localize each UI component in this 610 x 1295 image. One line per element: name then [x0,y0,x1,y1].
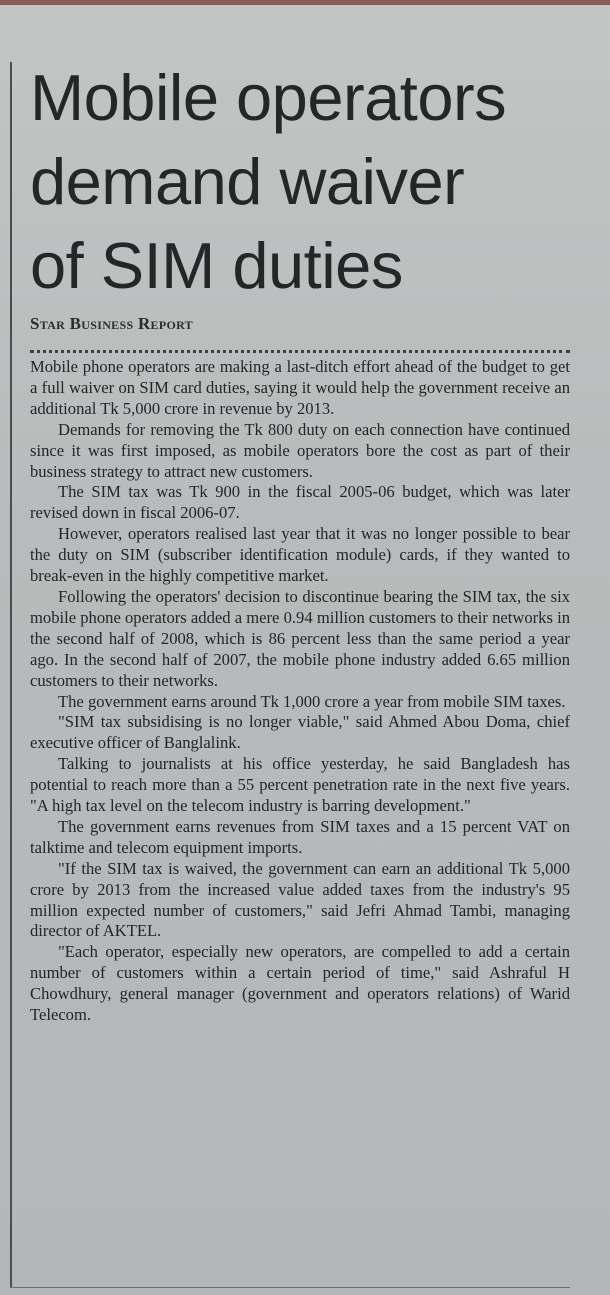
paragraph-1: Mobile phone operators are making a last-ditch effort ahead of the budget to get a full waiver on SIM card duties, saying it would help the government receive an additional Tk 5,000 crore in revenue by 2013. [30,357,570,418]
article-byline: Star Business Report [30,314,193,333]
column-bottom-rule [10,1287,570,1288]
headline-line-2: demand waiver [30,145,465,218]
headline-line-3: of SIM duties [30,229,403,302]
paragraph-3: The SIM tax was Tk 900 in the fiscal 2005-06 budget, which was later revised down in fiscal 2006-07. [30,482,570,523]
paragraph-10: "If the SIM tax is waived, the government can earn an additional Tk 5,000 crore by 2013 from the increased value added taxes from the industry's 95 million expected number of customers," said Jefri Ahmad Tambi, managing director of AKTEL. [30,858,570,941]
paragraph-5: Following the operators' decision to discontinue bearing the SIM tax, the six mobile phone operators added a mere 0.94 million customers to their networks in the second half of 2008, which is 86 percent less than the same period a year ago. In the second half of 2007, the mobile phone industry added 6.65 million customers to their networks. [30,586,570,690]
headline-line-1: Mobile operators [30,61,507,134]
paragraph-11: "Each operator, especially new operators, are compelled to add a certain number of customers within a certain period of time," said Ashraful H Chowdhury, general manager (government and operators relations) of Warid Telecom. [30,942,570,1025]
paragraph-6: The government earns around Tk 1,000 crore a year from mobile SIM taxes. [58,691,566,711]
paragraph-2: Demands for removing the Tk 800 duty on each connection have continued since it was first imposed, as mobile operators bore the cost as part of their business strategy to attract new customers. [30,419,570,481]
paragraph-4: However, operators realised last year that it was no longer possible to bear the duty on SIM (subscriber identification module) cards, if they wanted to break-even in the highly competitive market. [30,524,570,586]
column-left-rule [10,62,12,1287]
dotted-separator [30,350,570,353]
paragraph-8: Talking to journalists at his office yesterday, he said Bangladesh has potential to reach more than a 55 percent penetration rate in the next five years. "A high tax level on the telecom industry is barring development." [30,754,570,816]
paragraph-7: "SIM tax subsidising is no longer viable," said Ahmed Abou Doma, chief executive officer of Banglalink. [30,712,570,753]
article-body [30,357,570,1026]
paragraph-9: The government earns revenues from SIM taxes and a 15 percent VAT on talktime and telecom equipment imports. [30,816,570,857]
news-article [30,56,575,1026]
article-headline [30,56,575,308]
page-top-edge [0,0,610,5]
